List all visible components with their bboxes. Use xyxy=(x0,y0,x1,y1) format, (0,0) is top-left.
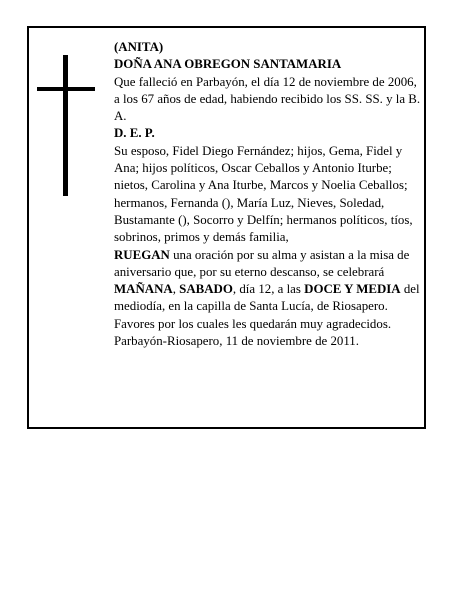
mass-request xyxy=(114,247,424,333)
age-info: a los 67 años de edad, habiendo recibido los SS. SS. y la B. A. xyxy=(114,91,421,124)
ruegan-label: RUEGAN xyxy=(114,247,170,262)
rest-in-peace: D. E. P. xyxy=(114,126,155,141)
request-text-1: una oración por su alma y asistan a la misa de aniversario que, por su eterno descanso, se celebrará xyxy=(114,247,410,279)
day-manana: MAÑANA xyxy=(114,282,173,297)
death-info: Que falleció en Parbayón, el día 12 de noviembre de 2006, xyxy=(114,74,417,89)
day-sabado: SABADO xyxy=(179,282,233,297)
family-list: Su esposo, Fidel Diego Fernández; hijos, Gema, Fidel y Ana; hijos políticos, Oscar Ceballos y Antonio Iturbe; nietos, Carolina y Ana Iturbe, Marcos y Noelia Ceballos; hermanos, Fernanda (), María Luz, Nieves, Soledad, Bustamante (), Socorro y Delfín; hermanos políticos, tíos, sobrinos, primos y demás familia, xyxy=(114,143,413,245)
obituary-text xyxy=(114,39,424,350)
nickname: (ANITA) xyxy=(114,40,164,54)
deceased-name: DOÑA ANA OBREGON SANTAMARIA xyxy=(114,57,342,72)
request-text-2: , día 12, a las xyxy=(232,282,305,297)
cross-icon xyxy=(63,55,68,196)
request-text-3: del mediodía, en la capilla de Santa Lucía, de Riosapero. Favores por los cuales les quedarán muy agradecidos. xyxy=(114,282,420,331)
cross-icon-bar xyxy=(37,87,95,91)
mass-hour: DOCE Y MEDIA xyxy=(304,282,401,297)
comma-separator: , xyxy=(172,282,180,297)
place-date: Parbayón-Riosapero, 11 de noviembre de 2011. xyxy=(114,334,359,349)
